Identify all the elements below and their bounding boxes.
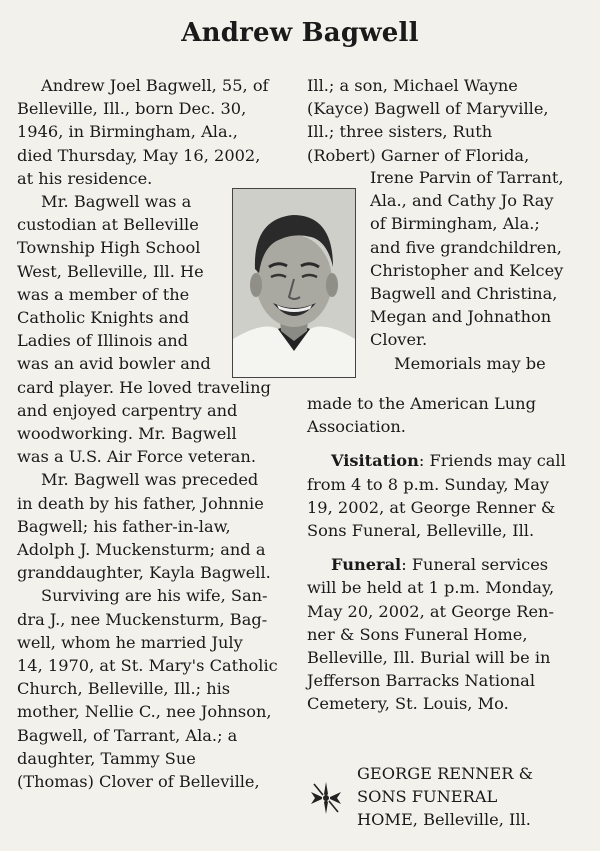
text-line: dra J., nee Muckensturm, Bag- — [17, 609, 268, 629]
text-line: 1946, in Birmingham, Ala., — [17, 122, 238, 142]
text-line: May 20, 2002, at George Ren- — [307, 601, 554, 621]
text-line: Belleville, Ill. Burial will be in — [307, 648, 551, 668]
text-line: West, Belleville, Ill. He — [17, 261, 204, 281]
text-line: Church, Belleville, Ill.; his — [17, 679, 231, 699]
right-column-main — [307, 372, 582, 716]
text-line: and enjoyed carpentry and — [17, 400, 238, 420]
text-line: daughter, Tammy Sue — [17, 748, 196, 768]
text-line: Township High School — [17, 238, 201, 258]
text-line: Ill.; a son, Michael Wayne — [307, 76, 518, 95]
text-line: Memorials may be — [394, 353, 546, 373]
text-line: GEORGE RENNER & — [357, 764, 533, 783]
text-line: granddaughter, Kayla Bagwell. — [17, 563, 271, 583]
portrait-photo — [232, 188, 356, 378]
text-line: custodian at Belleville — [17, 215, 199, 235]
text-line: from 4 to 8 p.m. Sunday, May — [307, 474, 550, 494]
text-line: Megan and Johnathon — [370, 307, 552, 327]
text-line: well, whom he married July — [17, 632, 243, 652]
funeral-label: Funeral — [331, 555, 402, 575]
visitation-first-rest: : Friends may call — [418, 451, 566, 471]
text-line: Adolph J. Muckensturm; and a — [17, 540, 266, 560]
visitation-label: Visitation — [331, 451, 419, 471]
text-line: ner & Sons Funeral Home, — [307, 624, 528, 644]
text-line: Jefferson Barracks National — [307, 671, 536, 691]
text-line: in death by his father, Johnnie — [17, 493, 264, 513]
text-line: Sons Funeral, Belleville, Ill. — [307, 521, 535, 541]
visitation-first-line — [307, 449, 582, 472]
left-column — [17, 74, 285, 793]
right-column-wrap — [370, 166, 585, 375]
text-line: Surviving are his wife, San- — [41, 586, 268, 606]
text-line: was a U.S. Air Force veteran. — [17, 447, 257, 467]
funeral-first-rest: : Funeral services — [401, 555, 549, 575]
text-line: Bagwell and Christina, — [370, 284, 558, 304]
text-line: (Kayce) Bagwell of Maryville, — [307, 99, 549, 119]
right-column-top — [307, 74, 582, 167]
text-line: and five grandchildren, — [370, 237, 562, 257]
text-line: 14, 1970, at St. Mary's Catholic — [17, 656, 278, 676]
portrait-image — [233, 189, 355, 377]
text-line: Clover. — [370, 330, 428, 350]
text-line: (Thomas) Clover of Belleville, — [17, 772, 260, 792]
text-line: Bagwell; his father-in-law, — [17, 516, 231, 536]
text-line: Bagwell, of Tarrant, Ala.; a — [17, 725, 238, 745]
text-line: HOME, Belleville, Ill. — [357, 810, 531, 830]
text-line: SONS FUNERAL — [357, 787, 498, 807]
text-line: will be held at 1 p.m. Monday, — [307, 578, 555, 598]
text-line: woodworking. Mr. Bagwell — [17, 424, 237, 444]
text-line: made to the American Lung — [307, 394, 536, 413]
text-line: of Birmingham, Ala.; — [370, 214, 540, 234]
text-line: Ill.; three sisters, Ruth — [307, 122, 493, 142]
text-line: 19, 2002, at George Renner & — [307, 497, 556, 517]
text-line: was an avid bowler and — [17, 354, 211, 374]
text-line: Andrew Joel Bagwell, 55, of — [41, 76, 269, 95]
funeral-home-emblem-icon — [306, 778, 346, 818]
text-line: Irene Parvin of Tarrant, — [370, 168, 564, 187]
funeral-home-credit — [357, 762, 587, 832]
text-line: Ala., and Cathy Jo Ray — [370, 191, 554, 211]
text-line: Catholic Knights and — [17, 308, 190, 328]
text-line: Mr. Bagwell was preceded — [41, 470, 259, 490]
text-line: (Robert) Garner of Florida, — [307, 145, 530, 165]
text-line: Ladies of Illinois and — [17, 331, 189, 351]
text-line: Mr. Bagwell was a — [41, 192, 192, 212]
text-line: mother, Nellie C., nee Johnson, — [17, 702, 272, 722]
headline: Andrew Bagwell — [181, 18, 419, 48]
text-line: Belleville, Ill., born Dec. 30, — [17, 99, 247, 119]
text-line: at his residence. — [17, 168, 153, 188]
text-line: Cemetery, St. Louis, Mo. — [307, 694, 509, 714]
text-line: Association. — [307, 417, 406, 437]
text-line: died Thursday, May 16, 2002, — [17, 145, 261, 165]
text-line: was a member of the — [17, 284, 190, 304]
funeral-first-line — [307, 553, 582, 576]
text-line: card player. He loved traveling — [17, 377, 271, 397]
text-line: Christopher and Kelcey — [370, 260, 564, 280]
